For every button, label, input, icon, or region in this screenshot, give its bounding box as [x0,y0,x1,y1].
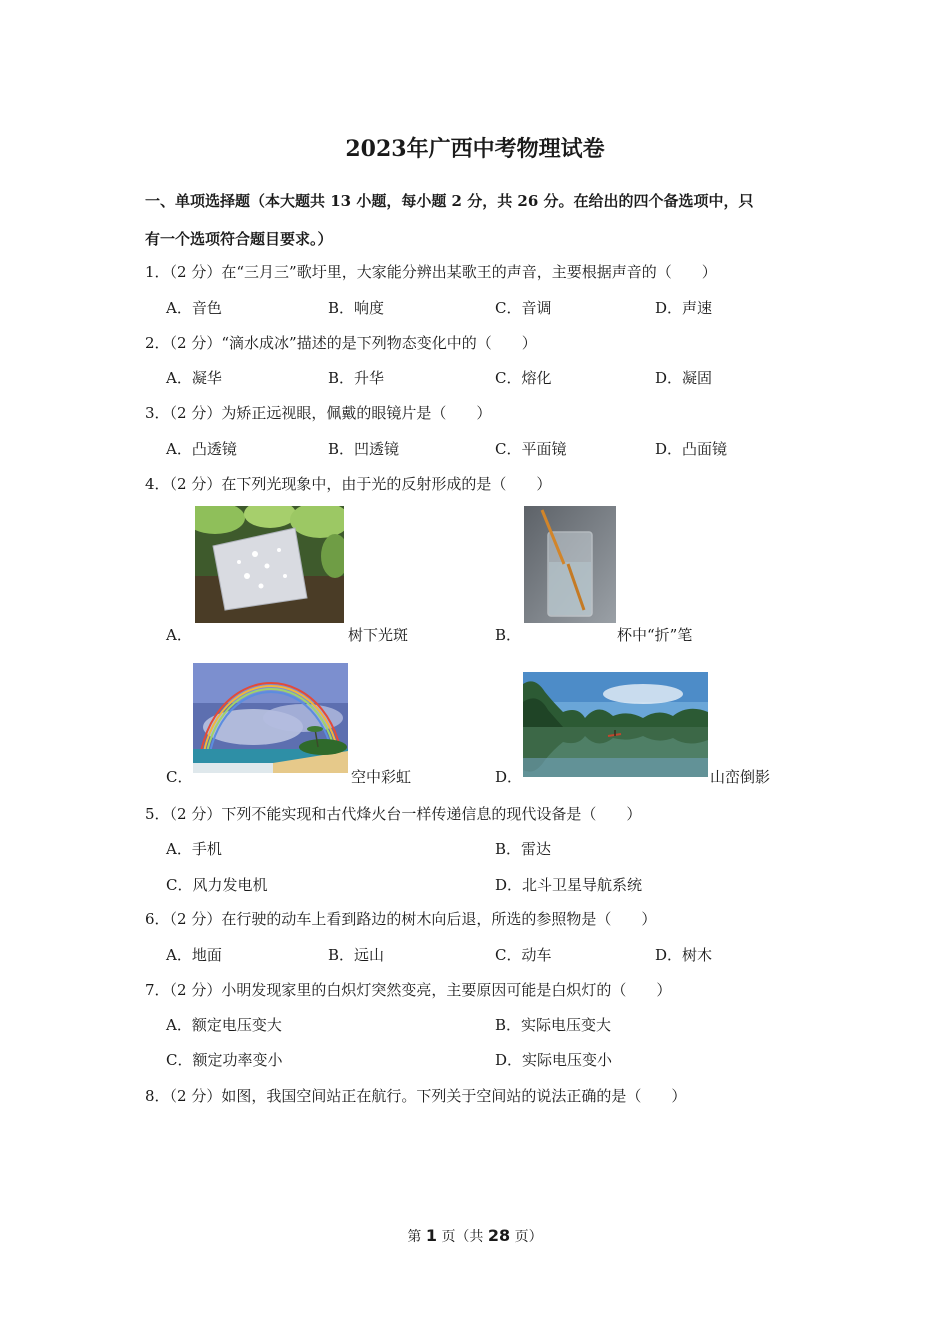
q6-option-c: C．动车 [495,946,552,964]
question-7-stem: 7．（2 分）小明发现家里的白炽灯突然变亮，主要原因可能是白炽灯的（ ） [145,981,672,999]
q4-option-a-letter: A． [166,626,192,644]
q1-option-b: B．响度 [328,299,385,317]
footer-page-number: 1 [425,1226,437,1245]
question-5-stem: 5．（2 分）下列不能实现和古代烽火台一样传递信息的现代设备是（ ） [145,805,642,823]
q7-option-a: A．额定电压变大 [166,1016,282,1034]
footer-prefix: 第 [407,1229,422,1245]
q2-option-a: A．凝华 [166,369,222,387]
pencil-in-water-glass-image [524,506,616,623]
question-6-stem: 6．（2 分）在行驶的动车上看到路边的树木向后退，所选的参照物是（ ） [145,910,657,928]
q7-option-d: D．实际电压变小 [495,1051,613,1069]
question-4-stem: 4．（2 分）在下列光现象中，由于光的反射形成的是（ ） [145,475,552,493]
tree-shadow-light-spots-image [195,506,344,623]
q5-option-d: D．北斗卫星导航系统 [495,876,643,894]
q5-option-b: B．雷达 [495,840,552,858]
q3-option-c: C．平面镜 [495,440,567,458]
q4-option-c-caption: 空中彩虹 [351,768,412,786]
q3-option-b: B．凹透镜 [328,440,400,458]
question-8-stem: 8．（2 分）如图，我国空间站正在航行。下列关于空间站的说法正确的是（ ） [145,1087,687,1105]
q5-option-a: A．手机 [166,840,222,858]
q4-option-d-caption: 山峦倒影 [710,768,771,786]
q3-option-d: D．凸面镜 [655,440,728,458]
q4-option-c-letter: C． [166,768,193,786]
q1-option-c: C．音调 [495,299,552,317]
question-2-stem: 2．（2 分）“滴水成冰”描述的是下列物态变化中的（ ） [145,334,537,352]
page-footer [0,1226,950,1246]
q4-option-a-caption: 树下光斑 [348,626,409,644]
q2-option-b: B．升华 [328,369,385,387]
section-heading-line-2: 有一个选项符合题目要求。） [145,230,333,248]
q4-option-b-caption: 杯中“折”笔 [617,626,693,644]
q6-option-d: D．树木 [655,946,713,964]
question-3-stem: 3．（2 分）为矫正远视眼，佩戴的眼镜片是（ ） [145,404,492,422]
q4-option-d-letter: D． [495,768,523,786]
q6-option-a: A．地面 [166,946,222,964]
mountain-reflection-lake-image [523,672,708,777]
q4-option-b-letter: B． [495,626,522,644]
q2-option-c: C．熔化 [495,369,552,387]
q2-option-d: D．凝固 [655,369,713,387]
q1-option-d: D．声速 [655,299,713,317]
q3-option-a: A．凸透镜 [166,440,237,458]
question-1-stem: 1．（2 分）在“三月三”歌圩里，大家能分辨出某歌王的声音，主要根据声音的（ ） [145,263,717,281]
footer-middle: 页（共 [441,1229,484,1245]
rainbow-over-beach-image [193,663,348,773]
section-heading-line-1: 一、单项选择题（本大题共 13 小题，每小题 2 分，共 26 分。在给出的四个备选项中，只 [145,192,754,210]
q7-option-b: B．实际电压变大 [495,1016,612,1034]
page-title: 2023年广西中考物理试卷 [345,136,605,162]
footer-suffix: 页） [514,1229,543,1245]
q1-option-a: A．音色 [166,299,222,317]
q5-option-c: C．风力发电机 [166,876,268,894]
footer-total-pages: 28 [487,1226,511,1245]
q6-option-b: B．远山 [328,946,385,964]
q7-option-c: C．额定功率变小 [166,1051,283,1069]
